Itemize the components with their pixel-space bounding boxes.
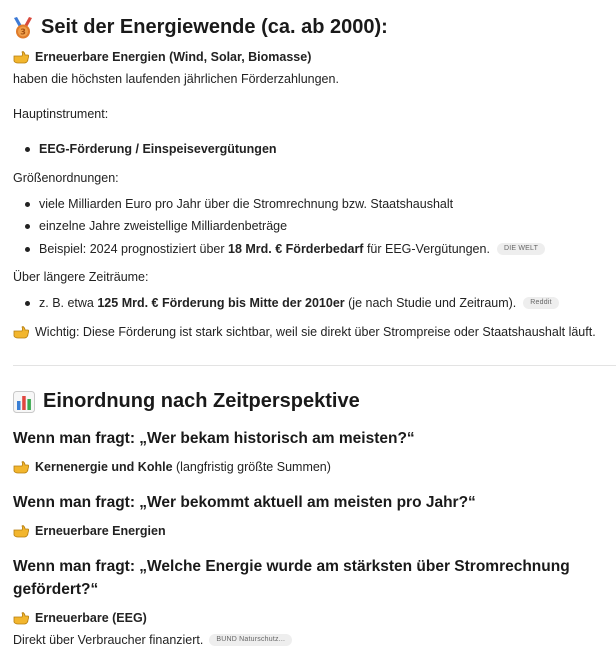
magnitude-label — [13, 169, 119, 187]
pointing-hand-icon — [13, 51, 29, 64]
bullet-dot — [25, 202, 30, 207]
question-3: Wenn man fragt: „Welche Energie wurde am stärksten über Stromrechnung gefördert?“ — [13, 558, 570, 598]
instrument-item: EEG-Förderung / Einspeisevergütungen — [39, 142, 277, 156]
magnitude-item-2: einzelne Jahre zweistellige Milliardenbeträge — [39, 219, 288, 233]
bullet-dot — [25, 147, 30, 152]
answer-3 — [13, 609, 147, 627]
list-item — [13, 195, 453, 213]
instrument-label-text: Hauptinstrument: — [13, 107, 109, 121]
list-item — [13, 140, 277, 158]
longer-label-text: Über längere Zeiträume: — [13, 270, 149, 284]
longer-suffix: (je nach Studie und Zeitraum). — [344, 296, 517, 310]
important-line — [13, 323, 596, 341]
source-chip[interactable]: DIE WELT — [497, 243, 545, 255]
svg-text:3: 3 — [20, 27, 26, 36]
longer-label — [13, 268, 148, 286]
medal-icon — [13, 17, 33, 39]
section1-heading — [13, 16, 388, 39]
lead-line — [13, 48, 311, 66]
instrument-label — [13, 105, 108, 123]
bullet-dot — [25, 301, 30, 306]
answer-3-detail — [13, 631, 292, 649]
longer-bold: 125 Mrd. € Förderung bis Mitte der 2010er — [97, 296, 345, 310]
lead-bold: Erneuerbare Energien (Wind, Solar, Biomasse) — [35, 50, 312, 64]
bullet-dot — [25, 247, 30, 252]
answer-1 — [13, 458, 331, 476]
lead-text-span: haben die höchsten laufenden jährlichen Förderzahlungen. — [13, 72, 339, 86]
answer-3-bold: Erneuerbare (EEG) — [35, 611, 147, 625]
magnitude-label-text: Größenordnungen: — [13, 171, 119, 185]
question-1: Wenn man fragt: „Wer bekam historisch am meisten?“ — [13, 430, 415, 447]
list-item — [13, 294, 559, 312]
question-2: Wenn man fragt: „Wer bekommt aktuell am meisten pro Jahr?“ — [13, 494, 476, 511]
answer-2 — [13, 522, 166, 540]
pointing-hand-icon — [13, 461, 29, 474]
section1-title: Seit der Energiewende (ca. ab 2000): — [41, 16, 388, 38]
bullet-dot — [25, 224, 30, 229]
lead-text — [13, 70, 339, 88]
pointing-hand-icon — [13, 326, 29, 339]
answer-1-text: (langfristig größte Summen) — [172, 460, 331, 474]
source-chip[interactable]: Reddit — [523, 297, 558, 309]
example-prefix: Beispiel: 2024 prognostiziert über — [39, 242, 229, 256]
pointing-hand-icon — [13, 612, 29, 625]
divider — [13, 365, 616, 366]
list-item — [13, 217, 287, 235]
source-chip[interactable]: BUND Naturschutz... — [209, 634, 292, 646]
bar-chart-icon — [13, 391, 35, 413]
magnitude-item-1: viele Milliarden Euro pro Jahr über die Stromrechnung bzw. Staatshaushalt — [39, 197, 454, 211]
list-item — [13, 240, 545, 258]
answer-2-bold: Erneuerbare Energien — [35, 524, 166, 538]
important-text: Wichtig: Diese Förderung ist stark sichtbar, weil sie direkt über Strompreise oder Staatshaushalt läuft. — [35, 325, 596, 339]
section2-heading — [13, 390, 360, 413]
answer-3-text: Direkt über Verbraucher finanziert. — [13, 633, 204, 647]
example-bold: 18 Mrd. € Förderbedarf — [228, 242, 364, 256]
answer-1-bold: Kernenergie und Kohle — [35, 460, 173, 474]
pointing-hand-icon — [13, 525, 29, 538]
example-suffix: für EEG-Vergütungen. — [363, 242, 490, 256]
longer-prefix: z. B. etwa — [39, 296, 98, 310]
section2-title: Einordnung nach Zeitperspektive — [43, 390, 360, 412]
